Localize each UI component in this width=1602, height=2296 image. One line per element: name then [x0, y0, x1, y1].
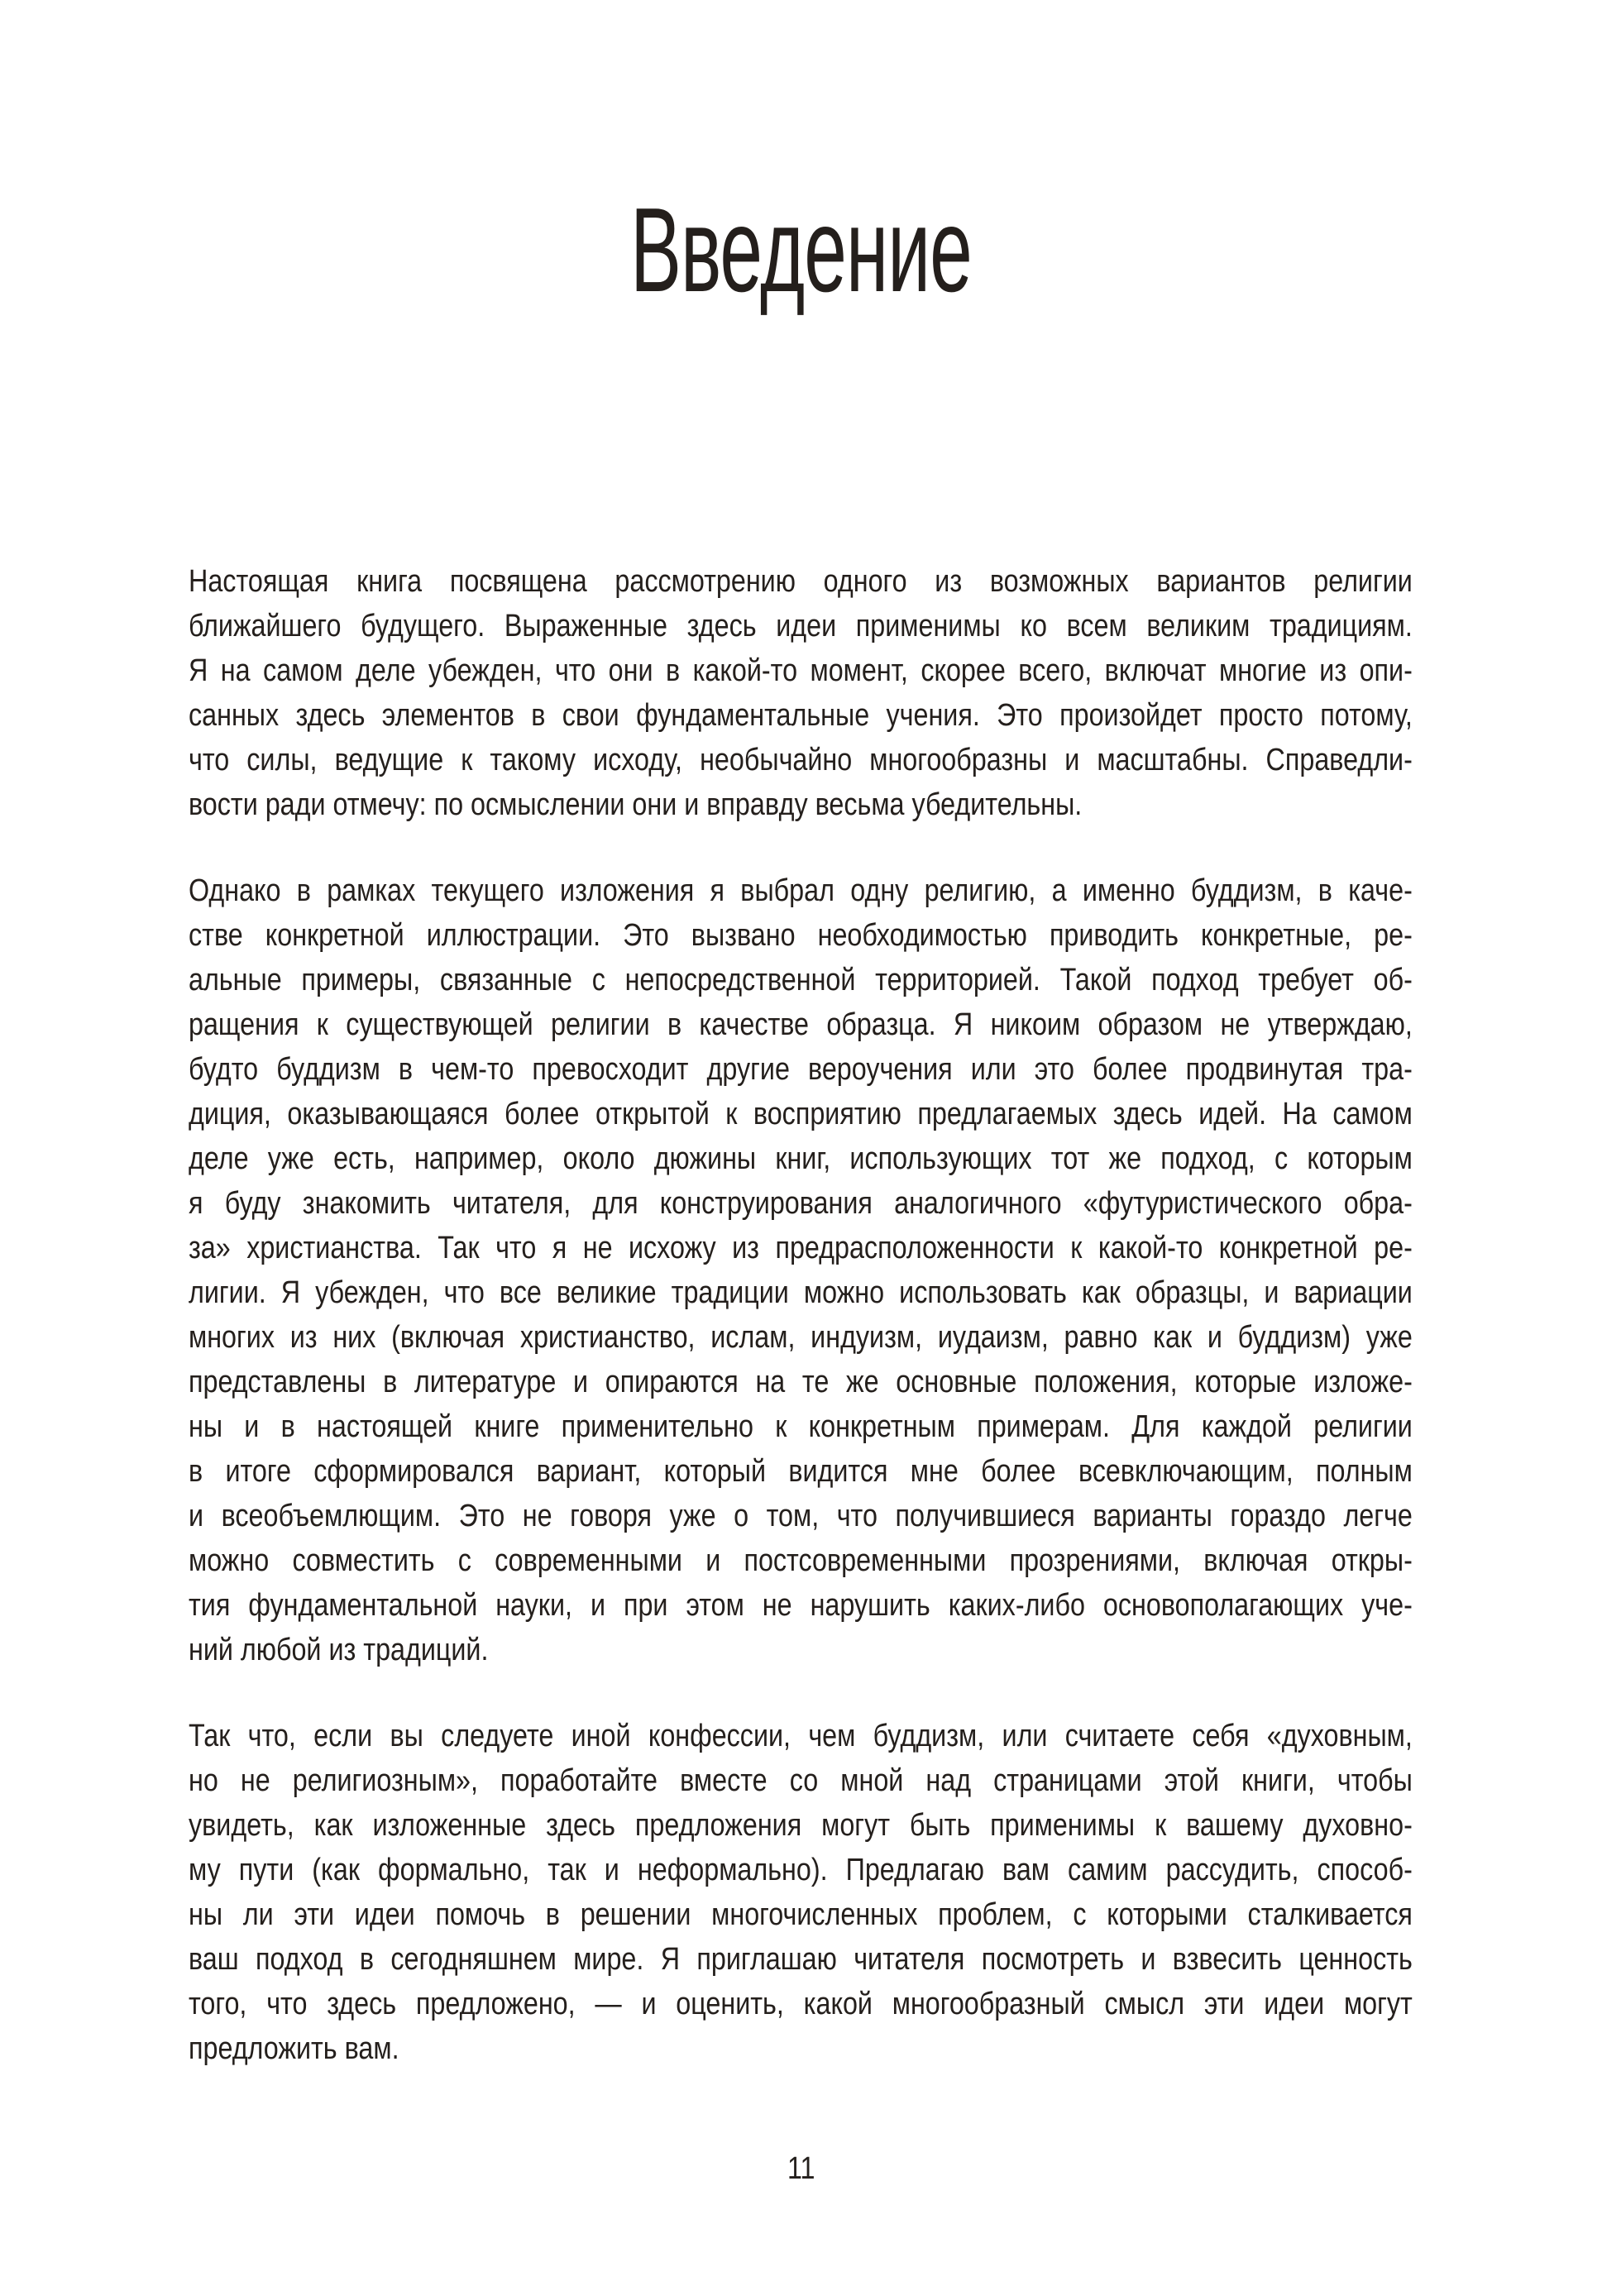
text-line: что силы, ведущие к такому исходу, необычайно многообразны и масштабны. Справедли-: [189, 743, 1413, 777]
text-line: увидеть, как изложенные здесь предложения могут быть применимы к вашему духовно-: [189, 1808, 1413, 1843]
text-line: за» христианства. Так что я не исхожу из предрасположенности к какой-то конкретной ре-: [189, 1231, 1413, 1265]
text-line: ближайшего будущего. Выраженные здесь идеи применимы ко всем великим традициям.: [189, 609, 1413, 643]
page-footer: [0, 2146, 1602, 2191]
text-line: Настоящая книга посвящена рассмотрению одного из возможных вариантов религии: [189, 564, 1413, 599]
body-text: [189, 559, 1602, 2112]
text-line: ваш подход в сегодняшнем мире. Я приглашаю читателя посмотреть и взвесить ценность: [189, 1942, 1413, 1977]
text-line: Я на самом деле убежден, что они в какой-то момент, скорее всего, включат многие из опи-: [189, 653, 1413, 688]
text-line: вости ради отмечу: по осмыслении они и вправду весьма убедительны.: [189, 787, 1083, 822]
text-line: можно совместить с современными и постсовременными прозрениями, включая откры-: [189, 1543, 1413, 1578]
text-line: Так что, если вы следуете иной конфессии, чем буддизм, или считаете себя «духовным,: [189, 1719, 1413, 1753]
text-line: предложить вам.: [189, 2031, 399, 2066]
text-line: будто буддизм в чем-то превосходит другие вероучения или это более продвинутая тра-: [189, 1052, 1413, 1087]
text-line: представлены в литературе и опираются на те же основные положения, которые изложе-: [189, 1365, 1413, 1399]
text-line: ны и в настоящей книге применительно к конкретным примерам. Для каждой религии: [189, 1409, 1413, 1444]
page-number: 11: [787, 2151, 815, 2186]
text-line: и всеобъемлющим. Это не говоря уже о том, что получившиеся варианты гораздо легче: [189, 1499, 1413, 1533]
paragraph: [189, 1714, 1413, 2071]
chapter-title: [0, 183, 1602, 317]
text-line: но не религиозным», поработайте вместе со мной над страницами этой книги, чтобы: [189, 1763, 1413, 1798]
text-line: многих из них (включая христианство, ислам, индуизм, иудаизм, равно как и буддизм) уже: [189, 1320, 1413, 1355]
text-line: в итоге сформировался вариант, который видится мне более всевключающим, полным: [189, 1454, 1413, 1489]
text-line: ны ли эти идеи помочь в решении многочисленных проблем, с которыми сталкивается: [189, 1897, 1413, 1932]
text-line: лигии. Я убежден, что все великие традиции можно использовать как образцы, и вариации: [189, 1275, 1413, 1310]
chapter-title-text: Введение: [630, 183, 972, 317]
text-line: тия фундаментальной науки, и при этом не нарушить каких-либо основополагающих уче-: [189, 1588, 1413, 1623]
text-line: того, что здесь предложено, — и оценить, какой многообразный смысл эти идеи могут: [189, 1987, 1413, 2021]
text-line: я буду знакомить читателя, для конструирования аналогичного «футуристического обра-: [189, 1186, 1413, 1221]
text-line: му пути (как формально, так и неформально). Предлагаю вам самим рассудить, способ-: [189, 1853, 1413, 1887]
paragraph: [189, 868, 1413, 1672]
paragraph: [189, 559, 1413, 827]
text-line: ний любой из традиций.: [189, 1633, 489, 1667]
text-line: альные примеры, связанные с непосредственной территорией. Такой подход требует об-: [189, 963, 1413, 997]
text-line: деле уже есть, например, около дюжины книг, использующих тот же подход, с которым: [189, 1141, 1413, 1176]
text-line: диция, оказывающаяся более открытой к восприятию предлагаемых здесь идей. На самом: [189, 1097, 1413, 1131]
text-line: санных здесь элементов в свои фундаментальные учения. Это произойдет просто потому,: [189, 698, 1413, 733]
text-line: стве конкретной иллюстрации. Это вызвано необходимостью приводить конкретные, ре-: [189, 918, 1413, 953]
text-line: ращения к существующей религии в качестве образца. Я никоим образом не утверждаю,: [189, 1007, 1413, 1042]
text-line: Однако в рамках текущего изложения я выбрал одну религию, а именно буддизм, в каче-: [189, 873, 1413, 908]
